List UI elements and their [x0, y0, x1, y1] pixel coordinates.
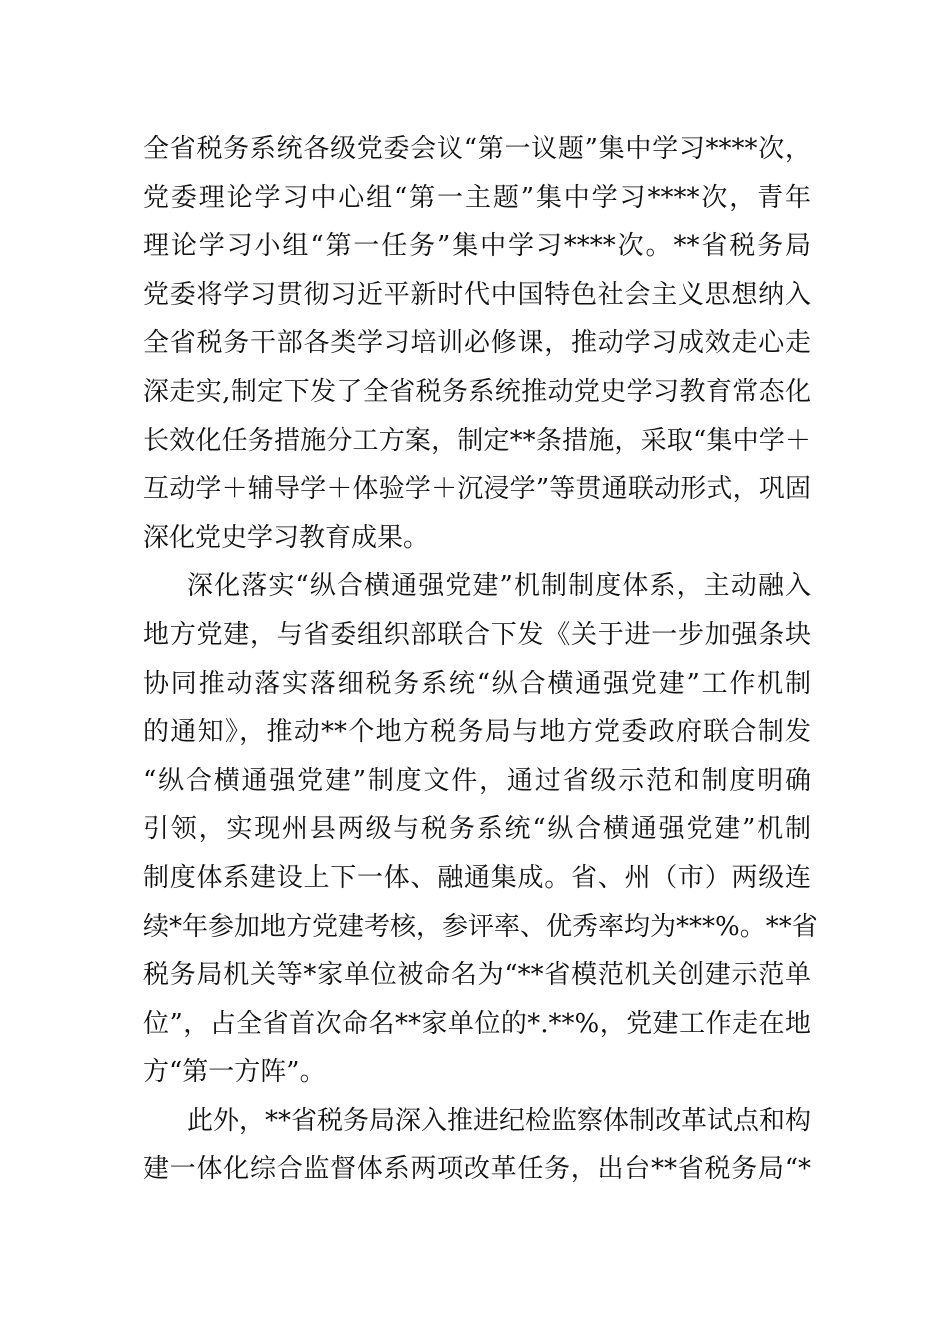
paragraph-3-line-2: 建一体化综合监督体系两项改革任务，出台**省税务局“* [143, 1154, 811, 1185]
paragraph-2-line-9: 税务局机关等*家单位被命名为“**省模范机关创建示范单 [143, 960, 811, 991]
paragraph-2-line-5: “纵合横通强党建”制度文件，通过省级示范和制度明确 [143, 765, 811, 796]
paragraph-1-line-8: 互动学＋辅导学＋体验学＋沉浸学”等贯通联动形式，巩固 [143, 474, 811, 505]
paragraph-3-line-1: 此外，**省税务局深入推进纪检监察体制改革试点和构 [187, 1105, 812, 1136]
paragraph-2-line-6: 引领，实现州县两级与税务系统“纵合横通强党建”机制 [143, 814, 811, 845]
paragraph-2-line-1: 深化落实“纵合横通强党建”机制制度体系，主动融入 [187, 571, 811, 602]
paragraph-2-line-7: 制度体系建设上下一体、融通集成。省、州（市）两级连 [143, 862, 811, 893]
paragraph-1-line-1: 全省税务系统各级党委会议“第一议题”集中学习****次， [143, 134, 811, 164]
paragraph-2-line-8: 续*年参加地方党建考核，参评率、优秀率均为***%。**省 [143, 911, 818, 942]
paragraph-2-line-11: 方“第一方阵”。 [143, 1057, 326, 1088]
paragraph-1-line-9: 深化党史学习教育成果。 [143, 522, 430, 553]
paragraph-1-line-2: 党委理论学习中心组“第一主题”集中学习****次，青年 [143, 182, 811, 213]
paragraph-1-line-5: 全省税务干部各类学习培训必修课，推动学习成效走心走 [143, 328, 811, 359]
paragraph-1-line-7: 长效化任务措施分工方案，制定**条措施，采取“集中学＋ [143, 425, 811, 456]
paragraph-1-line-4: 党委将学习贯彻习近平新时代中国特色社会主义思想纳入 [143, 279, 811, 310]
paragraph-2-line-3: 协同推动落实落细税务系统“纵合横通强党建”工作机制 [143, 668, 811, 699]
paragraph-1-line-3: 理论学习小组“第一任务”集中学习****次。**省税务局 [143, 231, 811, 262]
paragraph-1-line-6: 深走实,制定下发了全省税务系统推动党史学习教育常态化 [143, 376, 811, 407]
paragraph-2-line-10: 位”，占全省首次命名**家单位的*.**%，党建工作走在地 [143, 1008, 811, 1039]
paragraph-2-line-2: 地方党建，与省委组织部联合下发《关于进一步加强条块 [143, 619, 811, 650]
body-text [143, 125, 818, 1194]
paragraph-2-line-4: 的通知》，推动**个地方税务局与地方党委政府联合制发 [143, 717, 811, 748]
